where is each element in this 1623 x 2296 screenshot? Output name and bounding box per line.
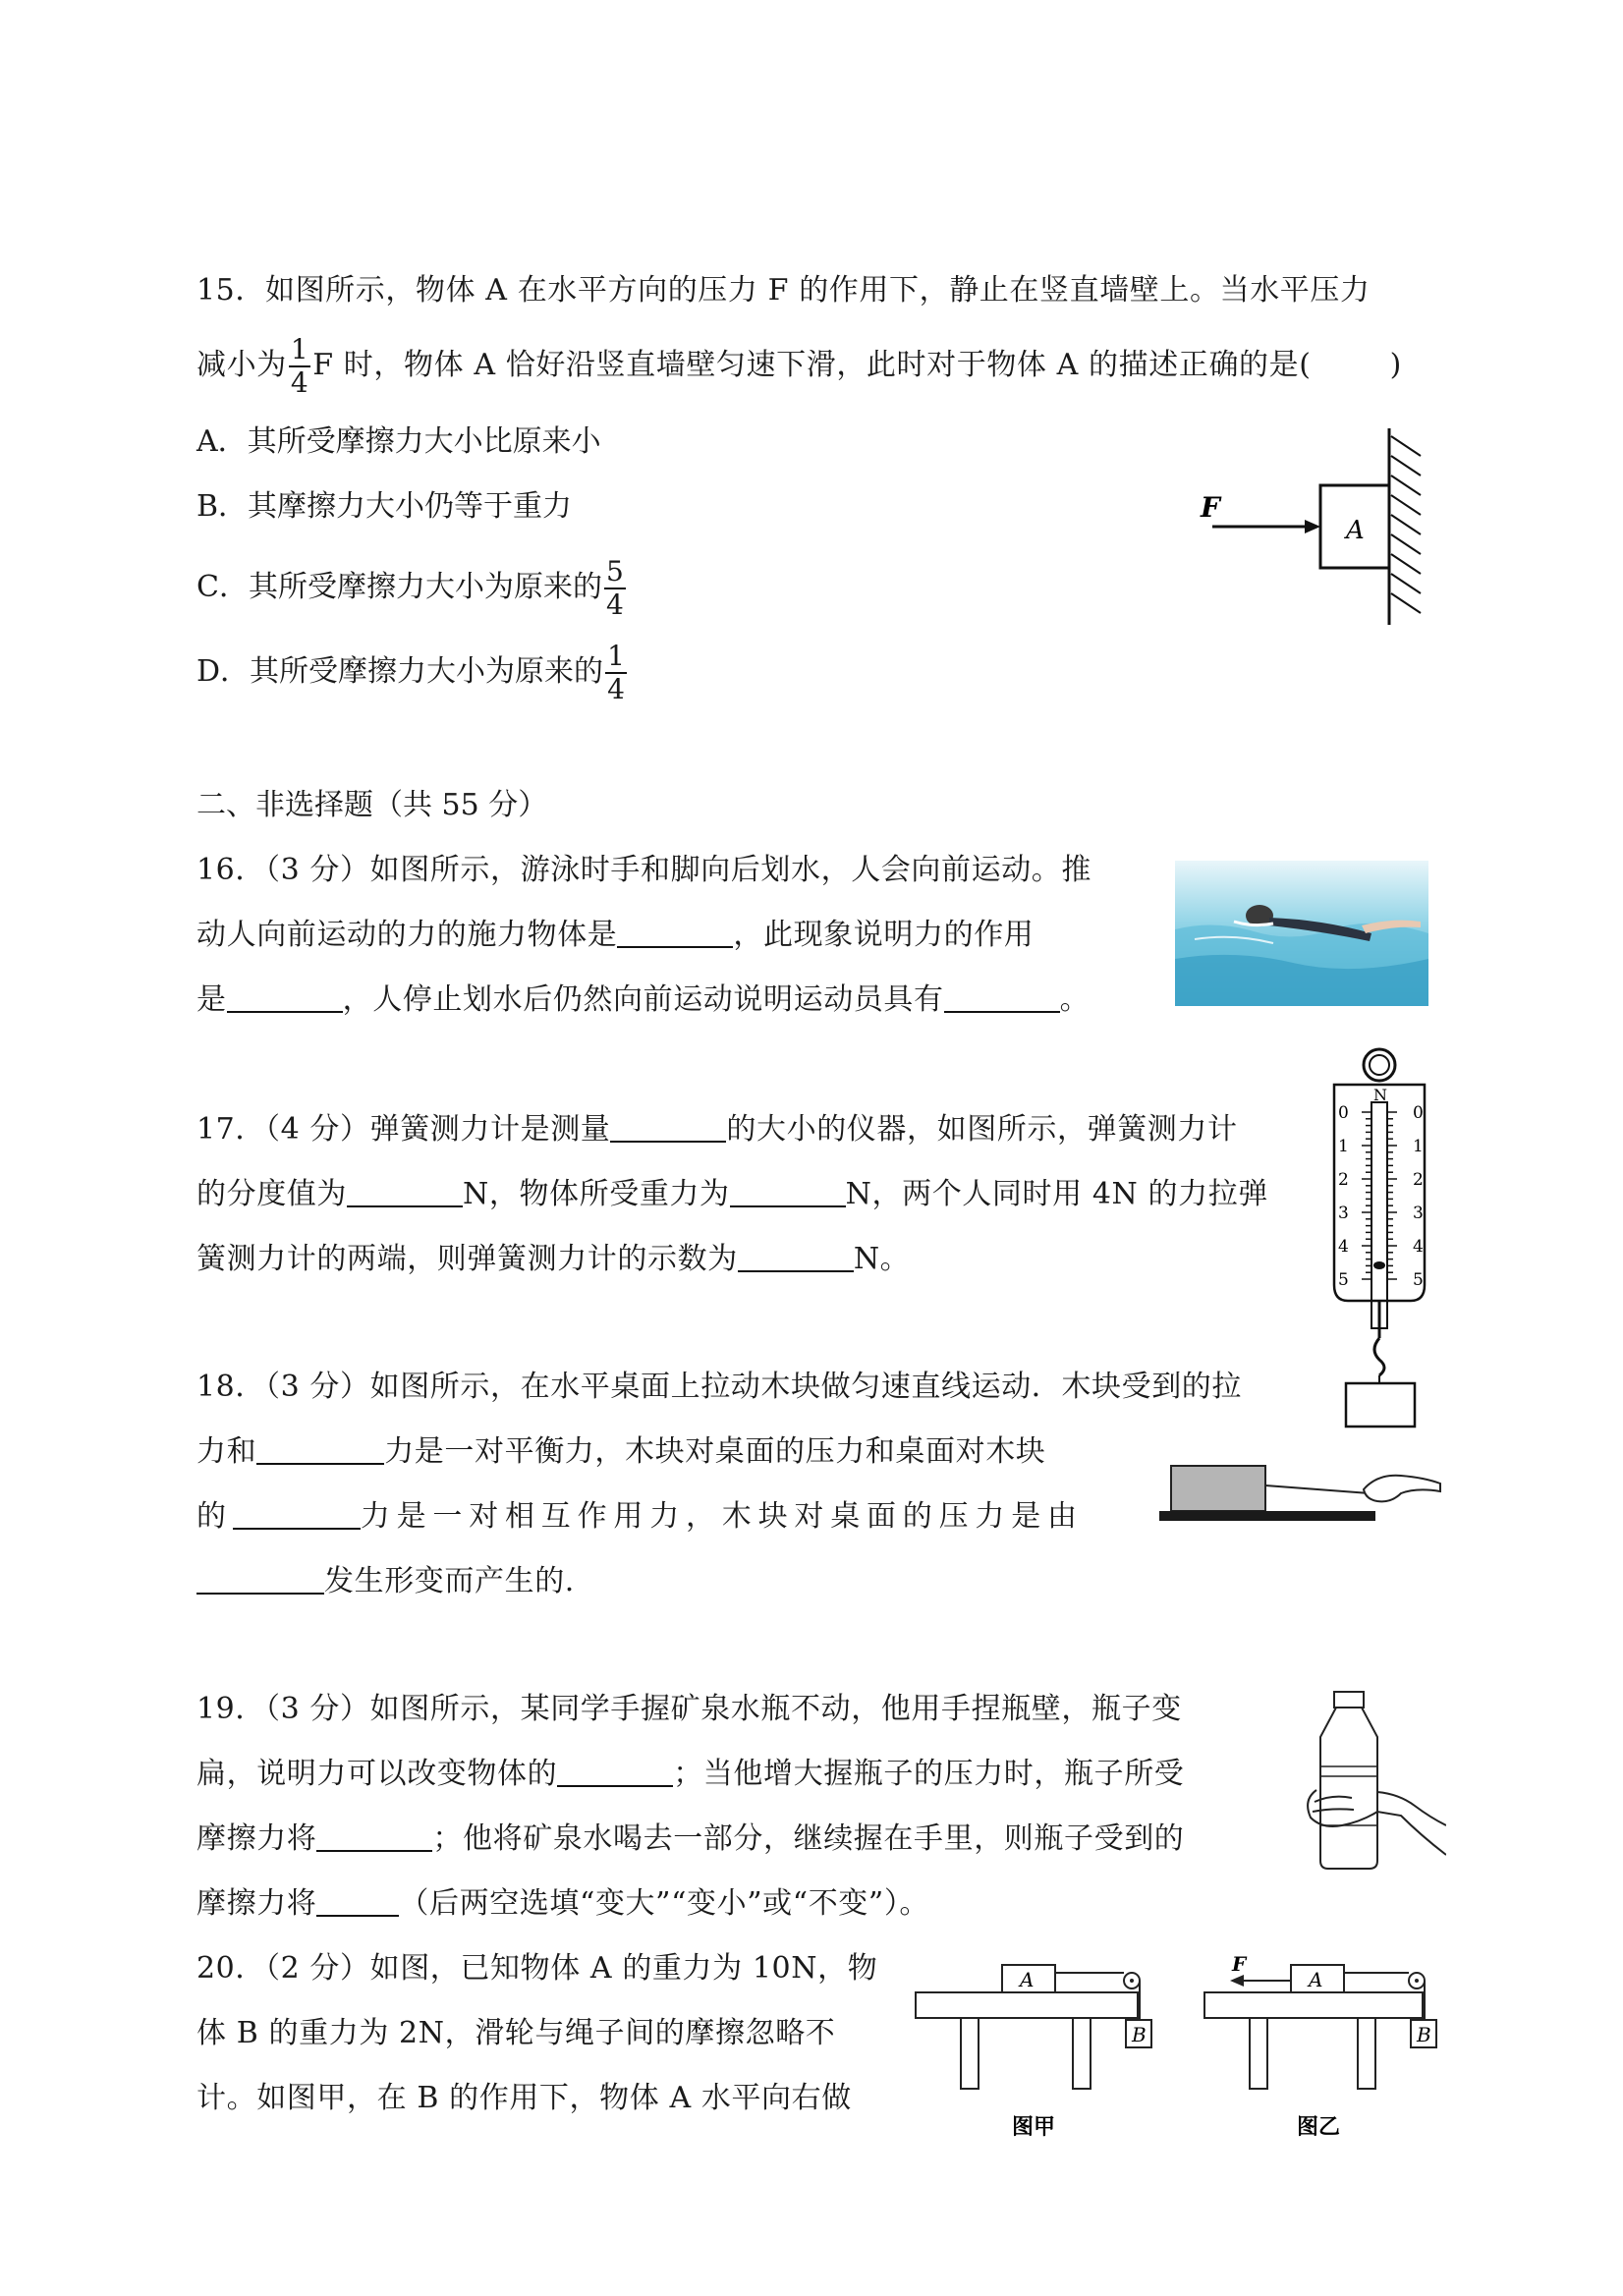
q17-blank-4 xyxy=(738,1241,854,1272)
q15-text-c: ) xyxy=(1389,348,1402,382)
scale-tick-label: 0 xyxy=(1338,1103,1349,1123)
q15-option-b: B．其摩擦力大小仍等于重力 xyxy=(196,489,573,524)
q16-line-1: 16．（3 分）如图所示，游泳时手和脚向后划水，人会向前运动。推 xyxy=(196,853,1091,887)
q15-wall-figure xyxy=(1199,422,1434,629)
scale-tick-label: 1 xyxy=(1413,1137,1424,1156)
q17-scale-unit: N xyxy=(1373,1086,1387,1104)
scale-tick-label: 4 xyxy=(1338,1237,1349,1257)
scale-tick-label: 3 xyxy=(1338,1204,1349,1223)
q15-option-d: D．其所受摩擦力大小为原来的 $\frac{1}{4}$ xyxy=(196,640,625,705)
q19-bottle-figure xyxy=(1293,1688,1446,1871)
q18-line-3: 的 力是一对相互作用力，木块对桌面的压力是由 xyxy=(196,1499,1084,1534)
q15-text-b: F 时，物体 A 恰好沿竖直墙壁匀速下滑，此时对于物体 A 的描述正确的是( xyxy=(312,348,1312,382)
q19-line-2: 扁，说明力可以改变物体的 ；当他增大握瓶子的压力时，瓶子所受 xyxy=(196,1757,1185,1791)
q20-yi-label-f: F xyxy=(1232,1952,1247,1976)
q20-jia-label-a: A xyxy=(1020,1968,1035,1991)
q17-spring-scale-figure xyxy=(1332,1043,1430,1428)
q15-option-d-fraction: $\frac{1}{4}$ xyxy=(607,640,625,705)
q20-caption-yi: 图乙 xyxy=(1297,2115,1341,2140)
q15-option-c-fraction: $\frac{5}{4}$ xyxy=(605,555,624,621)
q17-blank-1 xyxy=(610,1111,726,1143)
q16-blank-3 xyxy=(944,981,1060,1013)
scale-tick-label: 4 xyxy=(1413,1237,1424,1257)
q19-blank-1 xyxy=(557,1756,673,1787)
q18-line-1: 18．（3 分）如图所示，在水平桌面上拉动木块做匀速直线运动．木块受到的拉 xyxy=(196,1370,1242,1404)
q16-blank-1 xyxy=(617,917,733,948)
scale-tick-label: 1 xyxy=(1338,1137,1349,1156)
q18-line-4: 发生形变而产生的. xyxy=(196,1562,575,1601)
q19-blank-3 xyxy=(316,1885,399,1917)
q19-line-4: 摩擦力将 （后两空选填“变大”“变小”或“不变”）。 xyxy=(196,1886,930,1921)
q18-blank-2 xyxy=(233,1498,361,1530)
q16-line-3: 是 ，人停止划水后仍然向前运动说明运动员具有 。 xyxy=(196,982,1091,1017)
q19-line-1: 19．（3 分）如图所示，某同学手握矿泉水瓶不动，他用手捏瓶壁，瓶子变 xyxy=(196,1692,1182,1726)
q17-blank-2 xyxy=(347,1176,463,1207)
q16-line-2: 动人向前运动的力的施力物体是 ，此现象说明力的作用 xyxy=(196,918,1035,952)
q15-line-1: 15．如图所示，物体 A 在水平方向的压力 F 的作用下，静止在竖直墙壁上。当水平压力 xyxy=(196,273,1371,308)
q19-line-3: 摩擦力将 ；他将矿泉水喝去一部分，继续握在手里，则瓶子受到的 xyxy=(196,1821,1185,1856)
q17-line-1: 17．（4 分）弹簧测力计是测量 的大小的仪器，如图所示，弹簧测力计 xyxy=(196,1112,1238,1147)
section-2-heading: 二、非选择题（共 55 分） xyxy=(196,788,548,822)
q16-swimmer-image xyxy=(1175,861,1428,1006)
q17-line-3: 簧测力计的两端，则弹簧测力计的示数为 N。 xyxy=(196,1242,911,1276)
q20-jia-label-b: B xyxy=(1132,2023,1147,2046)
q20-caption-jia: 图甲 xyxy=(1012,2115,1056,2140)
q20-figure-yi xyxy=(1201,1947,1446,2144)
q20-yi-label-a: A xyxy=(1309,1968,1323,1991)
q19-blank-2 xyxy=(316,1820,432,1852)
scale-tick-label: 0 xyxy=(1413,1103,1424,1123)
q20-yi-label-b: B xyxy=(1417,2023,1431,2046)
q16-blank-2 xyxy=(227,981,343,1013)
q18-blank-1 xyxy=(256,1433,384,1465)
q15-text-a: 减小为 xyxy=(196,348,287,382)
q15-figure-label-a: A xyxy=(1346,516,1365,545)
scale-tick-label: 2 xyxy=(1413,1170,1424,1190)
q17-blank-3 xyxy=(730,1176,846,1207)
q15-option-c: C．其所受摩擦力大小为原来的 $\frac{5}{4}$ xyxy=(196,555,624,621)
q20-line-3: 计。如图甲，在 B 的作用下，物体 A 水平向右做 xyxy=(196,2081,852,2115)
scale-tick-label: 3 xyxy=(1413,1204,1424,1223)
q18-line-2: 力和 力是一对平衡力，木块对桌面的压力和桌面对木块 xyxy=(196,1434,1046,1469)
q15-figure-label-f: F xyxy=(1201,491,1220,524)
scale-tick-label: 2 xyxy=(1338,1170,1349,1190)
q17-line-2: 的分度值为 N，物体所受重力为 N，两个人同时用 4N 的力拉弹 xyxy=(196,1177,1268,1211)
q18-blank-3 xyxy=(196,1563,324,1595)
q18-table-block-figure xyxy=(1159,1454,1444,1533)
q20-line-1: 20．（2 分）如图，已知物体 A 的重力为 10N，物 xyxy=(196,1951,878,1986)
scale-tick-label: 5 xyxy=(1338,1270,1349,1290)
q15-line-2 xyxy=(196,334,1402,399)
scale-tick-label: 5 xyxy=(1413,1270,1424,1290)
q20-line-2: 体 B 的重力为 2N，滑轮与绳子间的摩擦忽略不 xyxy=(196,2016,836,2050)
q15-fraction: $\frac{1}{4}$ xyxy=(290,333,309,399)
q20-figure-jia xyxy=(914,1957,1159,2144)
q15-option-a: A．其所受摩擦力大小比原来小 xyxy=(196,424,601,459)
